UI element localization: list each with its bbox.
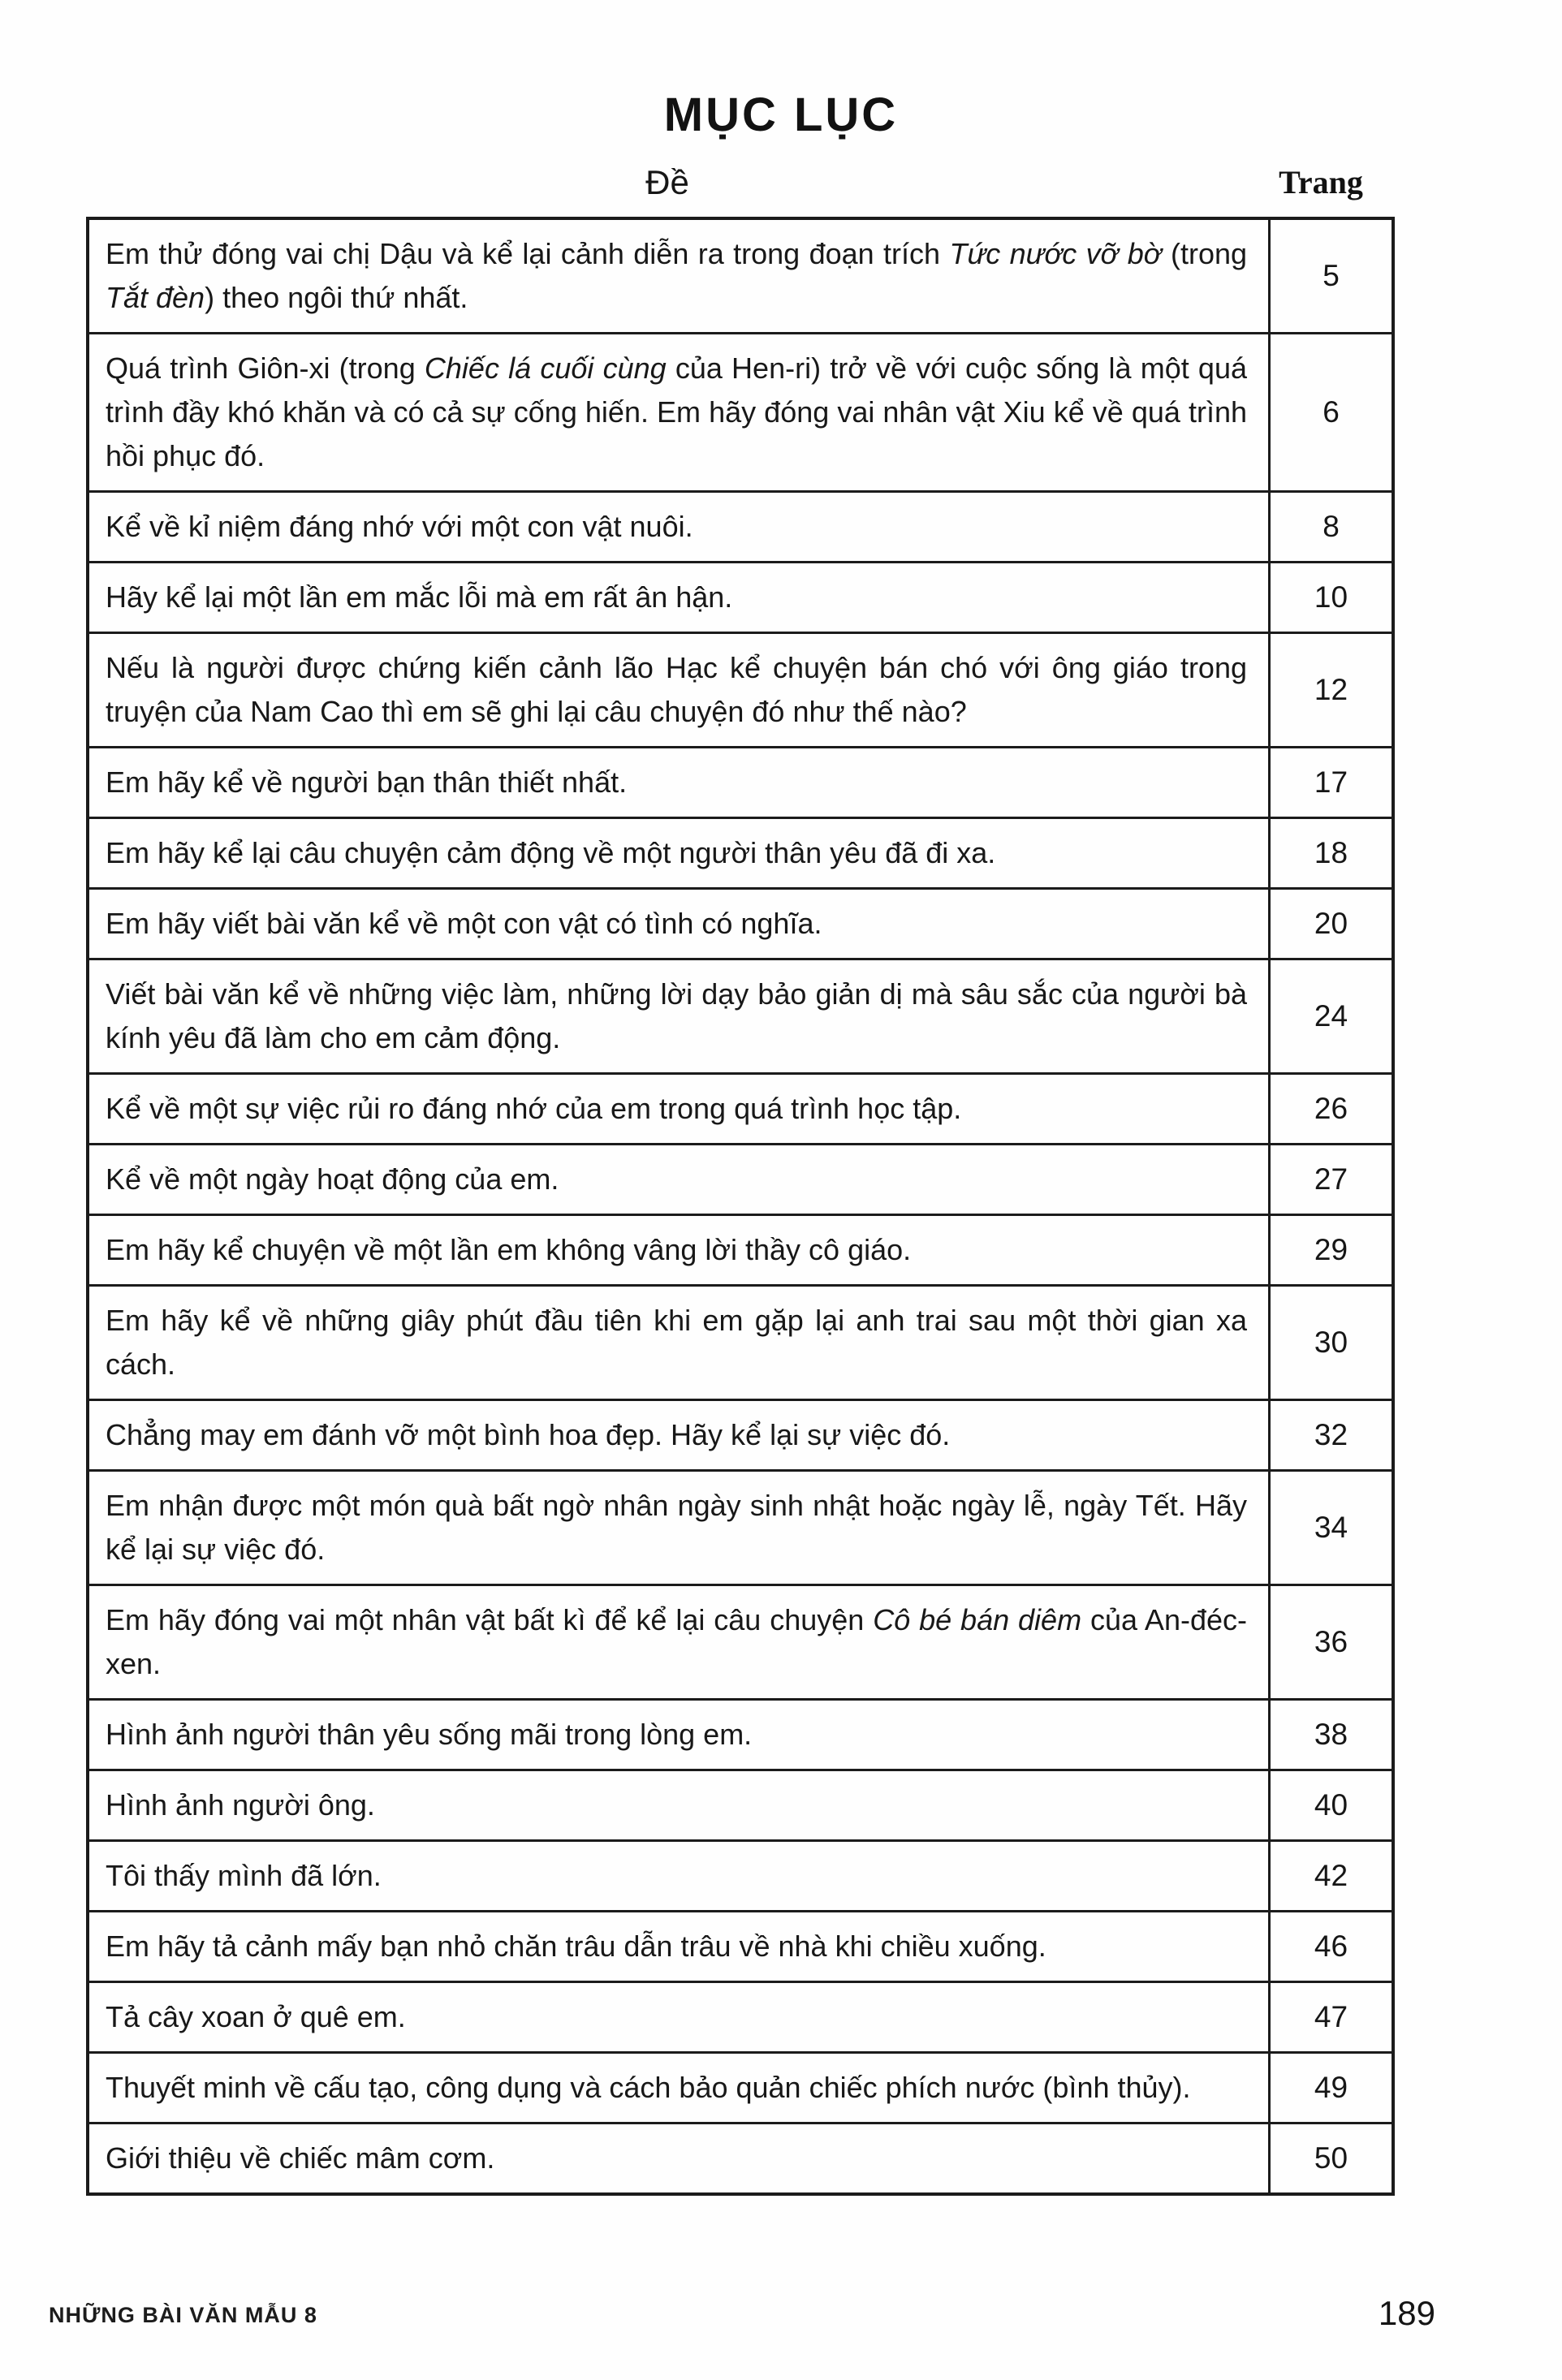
topic-cell: Hãy kể lại một lần em mắc lỗi mà em rất ân hận. bbox=[106, 580, 733, 614]
footer-book-title: NHỮNG BÀI VĂN MẪU 8 bbox=[49, 2303, 317, 2327]
table-row bbox=[89, 1912, 1392, 1983]
table-row bbox=[89, 2124, 1392, 2192]
topic-cell: Hình ảnh người thân yêu sống mãi trong lòng em. bbox=[106, 1718, 753, 1751]
page-number-cell: 50 bbox=[1268, 2124, 1392, 2192]
table-row bbox=[89, 563, 1392, 634]
footer-page-number: 189 bbox=[1378, 2294, 1435, 2332]
table-row bbox=[89, 1842, 1392, 1912]
topic-cell: Kể về một ngày hoạt động của em. bbox=[106, 1162, 559, 1196]
page-number-cell: 36 bbox=[1268, 1586, 1392, 1698]
topic-cell: Em hãy kể chuyện về một lần em không vâng lời thầy cô giáo. bbox=[106, 1233, 912, 1266]
table-row bbox=[89, 960, 1392, 1075]
topic-cell: Giới thiệu về chiếc mâm cơm. bbox=[106, 2141, 495, 2175]
topic-cell: Thuyết minh về cấu tạo, công dụng và cách bảo quản chiếc phích nước (bình thủy). bbox=[106, 2071, 1191, 2104]
topic-cell: Em hãy kể về những giây phút đầu tiên khi em gặp lại anh trai sau một thời gian xa cách. bbox=[106, 1304, 1247, 1381]
topic-cell: Chẳng may em đánh vỡ một bình hoa đẹp. Hãy kể lại sự việc đó. bbox=[106, 1418, 951, 1451]
topic-cell: Em hãy đóng vai một nhân vật bất kì để kể lại câu chuyện Cô bé bán diêm của An-đéc-xen. bbox=[106, 1603, 1247, 1680]
table-row bbox=[89, 220, 1392, 334]
table-row bbox=[89, 1287, 1392, 1401]
page-number-cell: 26 bbox=[1268, 1075, 1392, 1143]
page-number-cell: 47 bbox=[1268, 1983, 1392, 2051]
page-number-cell: 40 bbox=[1268, 1771, 1392, 1839]
topic-cell: Em hãy tả cảnh mấy bạn nhỏ chăn trâu dẫn trâu về nhà khi chiều xuống. bbox=[106, 1929, 1046, 1963]
table-row bbox=[89, 1472, 1392, 1586]
page-title: MỤC LỤC bbox=[663, 88, 899, 141]
page-number-cell: 6 bbox=[1268, 334, 1392, 490]
page-number-cell: 5 bbox=[1268, 220, 1392, 332]
table-row bbox=[89, 748, 1392, 819]
page-number-cell: 42 bbox=[1268, 1842, 1392, 1910]
page-number-cell: 18 bbox=[1268, 819, 1392, 887]
column-header-topic: Đề bbox=[645, 163, 689, 201]
topic-cell: Hình ảnh người ông. bbox=[106, 1788, 375, 1822]
table-row bbox=[89, 1586, 1392, 1701]
table-row bbox=[89, 1771, 1392, 1842]
topic-cell: Em hãy kể lại câu chuyện cảm động về một người thân yêu đã đi xa. bbox=[106, 836, 996, 869]
page-number-cell: 49 bbox=[1268, 2054, 1392, 2122]
page-number-cell: 10 bbox=[1268, 563, 1392, 632]
page-number-cell: 8 bbox=[1268, 493, 1392, 561]
page-number-cell: 34 bbox=[1268, 1472, 1392, 1584]
topic-cell: Tôi thấy mình đã lớn. bbox=[106, 1859, 382, 1892]
topic-cell: Nếu là người được chứng kiến cảnh lão Hạc kể chuyện bán chó với ông giáo trong truyện của Nam Cao thì em sẽ ghi lại câu chuyện đó như thế nào? bbox=[106, 651, 1247, 728]
table-row bbox=[89, 493, 1392, 563]
table-row bbox=[89, 334, 1392, 493]
page-number-cell: 46 bbox=[1268, 1912, 1392, 1981]
table-row bbox=[89, 1075, 1392, 1145]
page-number-cell: 30 bbox=[1268, 1287, 1392, 1399]
topic-cell: Viết bài văn kể về những việc làm, những lời dạy bảo giản dị mà sâu sắc của người bà kính yêu đã làm cho em cảm động. bbox=[106, 977, 1247, 1054]
topic-cell: Quá trình Giôn-xi (trong Chiếc lá cuối cùng của Hen-ri) trở về với cuộc sống là một quá trình đầy khó khăn và có cả sự cống hiến. Em hãy đóng vai nhân vật Xiu kể về quá trình hồi phục đó. bbox=[106, 351, 1247, 472]
table-row bbox=[89, 2054, 1392, 2124]
table-row bbox=[89, 819, 1392, 890]
table-row bbox=[89, 890, 1392, 960]
table-row bbox=[89, 1145, 1392, 1216]
page-number-cell: 20 bbox=[1268, 890, 1392, 958]
toc-table bbox=[86, 217, 1395, 2196]
table-header bbox=[86, 163, 1395, 210]
page-number-cell: 29 bbox=[1268, 1216, 1392, 1284]
page-number-cell: 24 bbox=[1268, 960, 1392, 1072]
table-row bbox=[89, 1701, 1392, 1771]
topic-cell: Tả cây xoan ở quê em. bbox=[106, 2000, 406, 2033]
table-row bbox=[89, 1983, 1392, 2054]
topic-cell: Em nhận được một món quà bất ngờ nhân ngày sinh nhật hoặc ngày lễ, ngày Tết. Hãy kể lại sự việc đó. bbox=[106, 1489, 1247, 1566]
topic-cell: Em hãy viết bài văn kể về một con vật có tình có nghĩa. bbox=[106, 907, 822, 940]
topic-cell: Kể về kỉ niệm đáng nhớ với một con vật nuôi. bbox=[106, 510, 693, 543]
topic-cell: Kể về một sự việc rủi ro đáng nhớ của em trong quá trình học tập. bbox=[106, 1092, 962, 1125]
table-row bbox=[89, 1401, 1392, 1472]
topic-cell: Em hãy kể về người bạn thân thiết nhất. bbox=[106, 765, 628, 799]
page-number-cell: 32 bbox=[1268, 1401, 1392, 1469]
page-number-cell: 17 bbox=[1268, 748, 1392, 817]
page-number-cell: 38 bbox=[1268, 1701, 1392, 1769]
page-number-cell: 27 bbox=[1268, 1145, 1392, 1214]
topic-cell: Em thử đóng vai chị Dậu và kể lại cảnh diễn ra trong đoạn trích Tức nước vỡ bờ (trong Tắt đèn) theo ngôi thứ nhất. bbox=[106, 237, 1248, 314]
table-row bbox=[89, 634, 1392, 748]
table-row bbox=[89, 1216, 1392, 1287]
column-header-page: Trang bbox=[1279, 164, 1363, 200]
page-number-cell: 12 bbox=[1268, 634, 1392, 746]
